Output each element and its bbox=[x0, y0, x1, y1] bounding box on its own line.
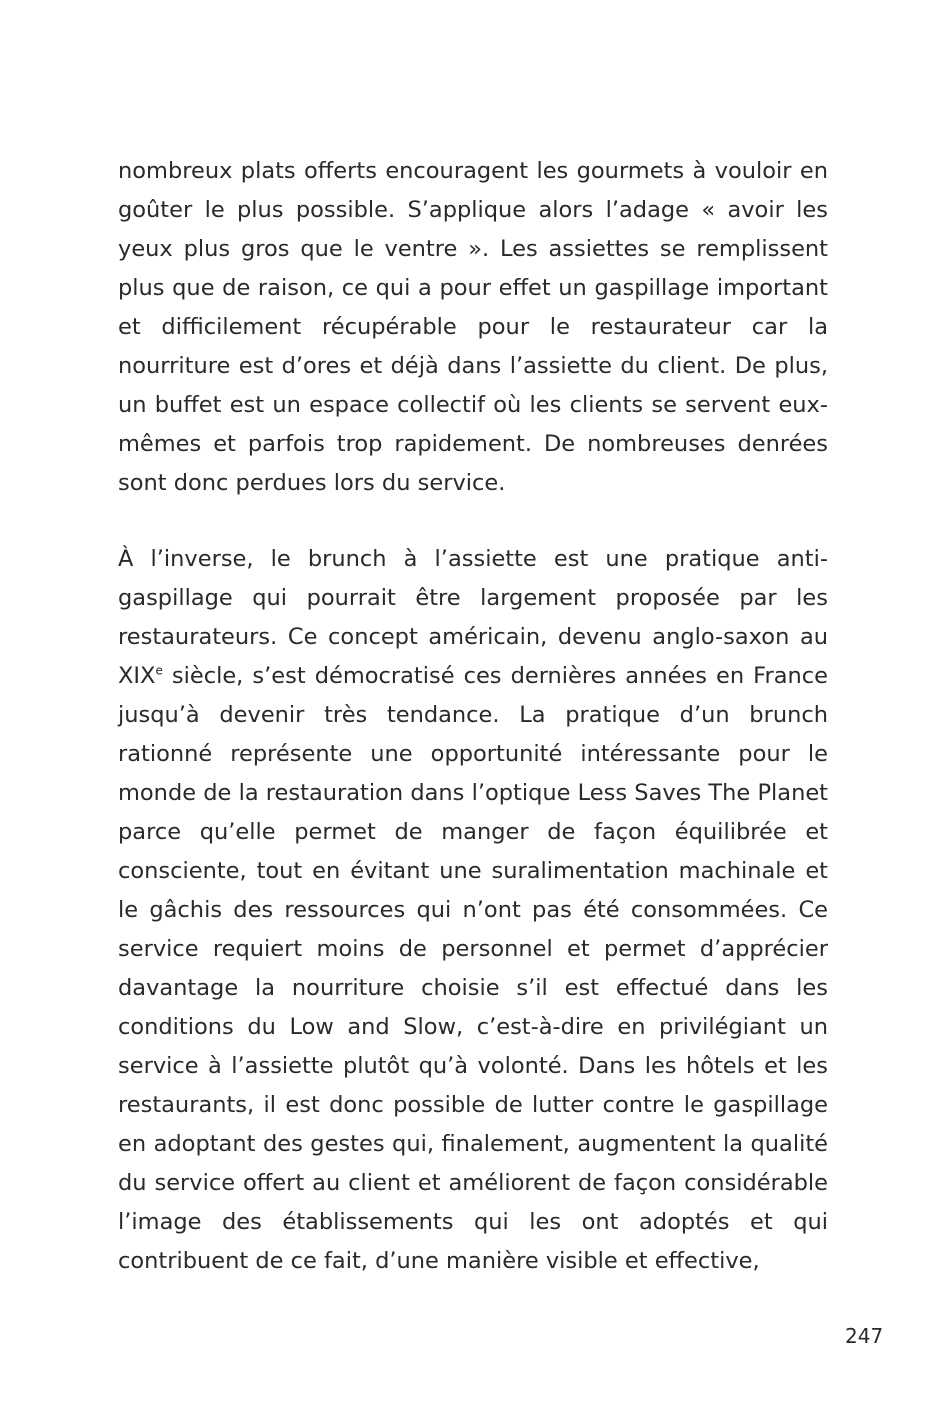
paragraph-brunch-text-start: À l’inverse, le brunch à l’assiette est une pratique anti-gaspillage qui pourrait être largement proposée par les restaurateurs. Ce concept américain, devenu anglo-saxon au XIX bbox=[118, 546, 828, 689]
page-number: 247 bbox=[845, 1324, 884, 1348]
paragraph-buffet-waste: nombreux plats offerts encouragent les gourmets à vouloir en goûter le plus possible. S’applique alors l’adage « avoir les yeux plus gros que le ventre ». Les assiettes se remplissent plus que de raison, ce qui a pour effet un gaspillage important et difficilement récupérable pour le restaurateur car la nourriture est d’ores et déjà dans l’assiette du client. De plus, un buffet est un espace collectif où les clients se servent eux-mêmes et parfois trop rapidement. De nombreuses denrées sont donc perdues lors du service. bbox=[118, 158, 828, 496]
century-superscript: e bbox=[155, 663, 163, 678]
paragraph-brunch-text-end: siècle, s’est démocratisé ces dernières années en France jusqu’à devenir très tendance. La pratique d’un brunch rationné représente une opportunité intéressante pour le monde de la restauration dans l’optique Less Saves The Planet parce qu’elle permet de manger de façon équilibrée et consciente, tout en évitant une suralimentation machinale et le gâchis des ressources qui n’ont pas été consommées. Ce service requiert moins de personnel et permet d’apprécier davantage la nourriture choisie s’il est effectué dans les conditions du Low and Slow, c’est-à-dire en privilégiant un service à l’assiette plutôt qu’à volonté. Dans les hôtels et les restaurants, il est donc possible de lutter contre le gaspillage en adoptant des gestes qui, finalement, augmentent la qualité du service offert au client et améliorent de façon considérable l’image des établissements qui les ont adoptés et qui contribuent de ce fait, d’une manière visible et effective, bbox=[118, 663, 828, 1274]
paragraph-brunch-plated bbox=[118, 540, 828, 1281]
